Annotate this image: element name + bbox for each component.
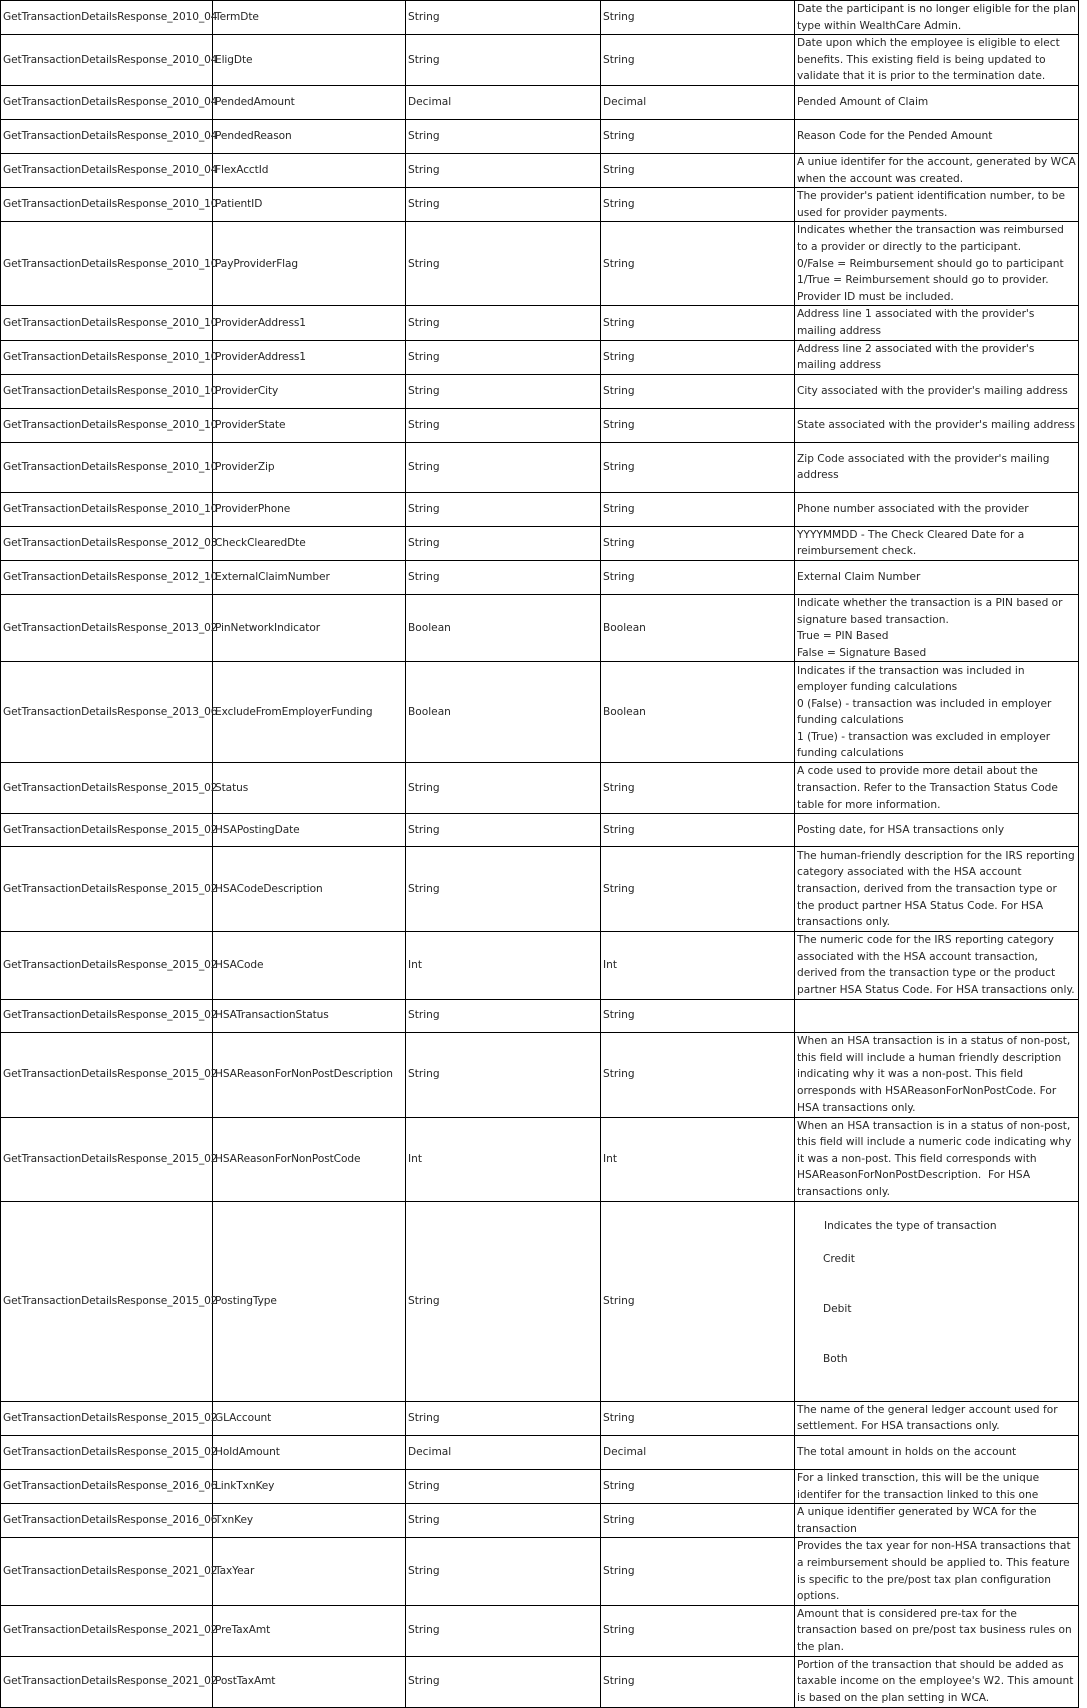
type-cell: String [601, 1538, 795, 1605]
type-cell: Decimal [406, 1435, 601, 1469]
field-name-cell: HSAReasonForNonPostDescription [213, 1032, 406, 1117]
type-cell: String [601, 1504, 795, 1538]
type-cell: Decimal [406, 85, 601, 119]
type-cell: String [406, 374, 601, 408]
field-name-cell: TermDte [213, 1, 406, 35]
table-row [1, 1435, 1079, 1469]
type-cell: Boolean [601, 594, 795, 661]
response-version-cell: GetTransactionDetailsResponse_2010_10 [1, 492, 213, 526]
field-name-cell: HSATransactionStatus [213, 999, 406, 1032]
table-row [1, 442, 1079, 492]
field-name-cell: ExcludeFromEmployerFunding [213, 662, 406, 763]
type-cell: String [406, 222, 601, 306]
posting-type-option: Debit [823, 1303, 852, 1316]
type-cell: String [601, 1201, 795, 1401]
description-cell: Reason Code for the Pended Amount [795, 119, 1079, 153]
field-name-cell: PatientID [213, 188, 406, 222]
description-cell [795, 999, 1079, 1032]
response-version-cell: GetTransactionDetailsResponse_2015_02 [1, 1201, 213, 1401]
table-row [1, 1401, 1079, 1435]
table-row [1, 847, 1079, 932]
field-name-cell: GLAccount [213, 1401, 406, 1435]
type-cell: String [406, 1032, 601, 1117]
type-cell: String [601, 1032, 795, 1117]
response-version-cell: GetTransactionDetailsResponse_2015_02 [1, 763, 213, 814]
field-name-cell: PreTaxAmt [213, 1605, 406, 1656]
description-cell: Pended Amount of Claim [795, 85, 1079, 119]
type-cell: String [601, 560, 795, 594]
table-row [1, 119, 1079, 153]
table-row [1, 492, 1079, 526]
type-cell: String [406, 492, 601, 526]
response-version-cell: GetTransactionDetailsResponse_2015_02 [1, 999, 213, 1032]
table-row [1, 662, 1079, 763]
response-version-cell: GetTransactionDetailsResponse_2010_04 [1, 153, 213, 187]
description-cell: A unique identifier generated by WCA for the transaction [795, 1504, 1079, 1538]
field-name-cell: ProviderCity [213, 374, 406, 408]
type-cell: String [406, 763, 601, 814]
field-name-cell: PendedReason [213, 119, 406, 153]
type-cell: String [601, 374, 795, 408]
type-cell: String [406, 1605, 601, 1656]
type-cell: String [601, 306, 795, 340]
field-name-cell: TaxYear [213, 1538, 406, 1605]
table-row [1, 306, 1079, 340]
description-cell: The provider's patient identification number, to be used for provider payments. [795, 188, 1079, 222]
type-cell: String [406, 306, 601, 340]
description-cell: The human-friendly description for the IRS reporting category associated with the HSA account transaction, derived from the transaction type or the product partner HSA Status Code. For HSA transactions only. [795, 847, 1079, 932]
table-row [1, 1117, 1079, 1201]
description-cell: Date the participant is no longer eligible for the plan type within WealthCare Admin. [795, 1, 1079, 35]
table-row [1, 1201, 1079, 1401]
response-version-cell: GetTransactionDetailsResponse_2021_02 [1, 1656, 213, 1707]
type-cell: Boolean [406, 594, 601, 661]
type-cell: String [406, 1201, 601, 1401]
type-cell: String [406, 1504, 601, 1538]
response-version-cell: GetTransactionDetailsResponse_2010_10 [1, 306, 213, 340]
response-version-cell: GetTransactionDetailsResponse_2012_10 [1, 560, 213, 594]
response-version-cell: GetTransactionDetailsResponse_2010_10 [1, 340, 213, 374]
description-cell: Indicate whether the transaction is a PIN based or signature based transaction. True = PIN Based False = Signature Based [795, 594, 1079, 661]
response-version-cell: GetTransactionDetailsResponse_2021_02 [1, 1605, 213, 1656]
type-cell: String [406, 814, 601, 847]
type-cell: String [601, 188, 795, 222]
response-version-cell: GetTransactionDetailsResponse_2016_06 [1, 1469, 213, 1503]
type-cell: String [601, 814, 795, 847]
description-cell: When an HSA transaction is in a status of non-post, this field will include a numeric code indicating why it was a non-post. This field corresponds with HSAReasonForNonPostDescription. For HSA transactions only. [795, 1117, 1079, 1201]
table-row [1, 374, 1079, 408]
table-row [1, 763, 1079, 814]
type-cell: Decimal [601, 1435, 795, 1469]
field-name-cell: CheckClearedDte [213, 526, 406, 560]
table-row [1, 188, 1079, 222]
description-cell: Phone number associated with the provider [795, 492, 1079, 526]
response-version-cell: GetTransactionDetailsResponse_2010_10 [1, 408, 213, 442]
description-cell: Indicates whether the transaction was reimbursed to a provider or directly to the participant. 0/False = Reimbursement should go to participant 1/True = Reimbursement should go to provider. Provider ID must be included. [795, 222, 1079, 306]
response-version-cell: GetTransactionDetailsResponse_2016_06 [1, 1504, 213, 1538]
description-cell: Posting date, for HSA transactions only [795, 814, 1079, 847]
type-cell: Boolean [406, 662, 601, 763]
table-row [1, 222, 1079, 306]
type-cell: String [601, 222, 795, 306]
description-cell: For a linked transction, this will be the unique identifer for the transaction linked to this one [795, 1469, 1079, 1503]
response-version-cell: GetTransactionDetailsResponse_2015_02 [1, 814, 213, 847]
table-row [1, 85, 1079, 119]
type-cell: String [406, 153, 601, 187]
description-cell: The numeric code for the IRS reporting category associated with the HSA account transaction, derived from the transaction type or the product partner HSA Status Code. For HSA transactions only. [795, 932, 1079, 999]
response-version-cell: GetTransactionDetailsResponse_2010_04 [1, 1, 213, 35]
description-cell: YYYYMMDD - The Check Cleared Date for a reimbursement check. [795, 526, 1079, 560]
field-name-cell: HSACodeDescription [213, 847, 406, 932]
response-version-cell: GetTransactionDetailsResponse_2010_04 [1, 35, 213, 86]
type-cell: Boolean [601, 662, 795, 763]
description-cell: Amount that is considered pre-tax for the transaction based on pre/post tax business rules on the plan. [795, 1605, 1079, 1656]
field-name-cell: PostTaxAmt [213, 1656, 406, 1707]
type-cell: String [601, 408, 795, 442]
response-version-cell: GetTransactionDetailsResponse_2021_02 [1, 1538, 213, 1605]
type-cell: String [406, 119, 601, 153]
table-row [1, 1538, 1079, 1605]
field-name-cell: HSAReasonForNonPostCode [213, 1117, 406, 1201]
type-cell: String [406, 408, 601, 442]
response-version-cell: GetTransactionDetailsResponse_2013_06 [1, 662, 213, 763]
type-cell: Int [601, 1117, 795, 1201]
type-cell: String [601, 1401, 795, 1435]
type-cell: String [601, 1656, 795, 1707]
description-cell: State associated with the provider's mailing address [795, 408, 1079, 442]
type-cell: String [601, 340, 795, 374]
type-cell: String [601, 442, 795, 492]
field-name-cell: ProviderZip [213, 442, 406, 492]
response-version-cell: GetTransactionDetailsResponse_2010_10 [1, 222, 213, 306]
field-name-cell: EligDte [213, 35, 406, 86]
table-row [1, 1, 1079, 35]
table-row [1, 999, 1079, 1032]
response-version-cell: GetTransactionDetailsResponse_2015_02 [1, 1117, 213, 1201]
table-row [1, 526, 1079, 560]
table-row [1, 1504, 1079, 1538]
type-cell: String [601, 153, 795, 187]
description-cell: When an HSA transaction is in a status of non-post, this field will include a human friendly description indicating why it was a non-post. This field orresponds with HSAReasonForNonPostCode. For HSA transactions only. [795, 1032, 1079, 1117]
type-cell: String [406, 1538, 601, 1605]
response-version-cell: GetTransactionDetailsResponse_2010_10 [1, 442, 213, 492]
type-cell: String [406, 1656, 601, 1707]
description-cell: City associated with the provider's mailing address [795, 374, 1079, 408]
type-cell: String [406, 1469, 601, 1503]
table-row [1, 932, 1079, 999]
type-cell: String [406, 526, 601, 560]
type-cell: String [601, 1469, 795, 1503]
field-name-cell: ProviderPhone [213, 492, 406, 526]
description-cell [795, 1201, 1079, 1401]
field-name-cell: Status [213, 763, 406, 814]
type-cell: String [601, 526, 795, 560]
description-cell: External Claim Number [795, 560, 1079, 594]
response-version-cell: GetTransactionDetailsResponse_2015_02 [1, 847, 213, 932]
field-name-cell: PendedAmount [213, 85, 406, 119]
type-cell: String [406, 1401, 601, 1435]
table-row [1, 1605, 1079, 1656]
response-version-cell: GetTransactionDetailsResponse_2010_10 [1, 188, 213, 222]
description-cell: Indicates if the transaction was included in employer funding calculations 0 (False) - transaction was included in employer funding calculations 1 (True) - transaction was excluded in employer funding calculations [795, 662, 1079, 763]
description-cell: A code used to provide more detail about the transaction. Refer to the Transaction Status Code table for more information. [795, 763, 1079, 814]
response-version-cell: GetTransactionDetailsResponse_2015_02 [1, 1401, 213, 1435]
type-cell: Int [406, 1117, 601, 1201]
type-cell: String [601, 999, 795, 1032]
type-cell: String [601, 1, 795, 35]
posting-type-option: Credit [823, 1253, 855, 1266]
description-cell: Zip Code associated with the provider's mailing address [795, 442, 1079, 492]
table-row [1, 1032, 1079, 1117]
posting-type-option: Both [823, 1353, 848, 1365]
table-row [1, 1656, 1079, 1707]
field-name-cell: ProviderState [213, 408, 406, 442]
description-cell: Address line 1 associated with the provider's mailing address [795, 306, 1079, 340]
response-version-cell: GetTransactionDetailsResponse_2010_04 [1, 85, 213, 119]
type-cell: String [406, 340, 601, 374]
field-name-cell: TxnKey [213, 1504, 406, 1538]
field-name-cell: HSAPostingDate [213, 814, 406, 847]
field-name-cell: PostingType [213, 1201, 406, 1401]
table-body [1, 1, 1079, 1708]
type-cell: String [406, 999, 601, 1032]
type-cell: Int [601, 932, 795, 999]
response-version-cell: GetTransactionDetailsResponse_2010_04 [1, 119, 213, 153]
type-cell: String [601, 492, 795, 526]
type-cell: String [406, 188, 601, 222]
type-cell: String [406, 35, 601, 86]
type-cell: String [601, 119, 795, 153]
description-cell: Address line 2 associated with the provider's mailing address [795, 340, 1079, 374]
table-row [1, 153, 1079, 187]
table-row [1, 1469, 1079, 1503]
description-cell: The total amount in holds on the account [795, 1435, 1079, 1469]
field-name-cell: HoldAmount [213, 1435, 406, 1469]
description-cell: Portion of the transaction that should be added as taxable income on the employee's W2. This amount is based on the plan setting in WCA. [795, 1656, 1079, 1707]
type-cell: Decimal [601, 85, 795, 119]
field-name-cell: ProviderAddress1 [213, 340, 406, 374]
type-cell: Int [406, 932, 601, 999]
type-cell: String [406, 847, 601, 932]
table-row [1, 814, 1079, 847]
type-cell: String [601, 763, 795, 814]
field-name-cell: ExternalClaimNumber [213, 560, 406, 594]
field-name-cell: FlexAcctId [213, 153, 406, 187]
description-cell: A uniue identifer for the account, generated by WCA when the account was created. [795, 153, 1079, 187]
response-version-cell: GetTransactionDetailsResponse_2015_02 [1, 1032, 213, 1117]
description-cell: Date upon which the employee is eligible to elect benefits. This existing field is being updated to validate that it is prior to the termination date. [795, 35, 1079, 86]
table-row [1, 35, 1079, 86]
table-row [1, 560, 1079, 594]
description-cell: Provides the tax year for non-HSA transactions that a reimbursement should be applied to. This feature is specific to the pre/post tax plan configuration options. [795, 1538, 1079, 1605]
response-version-cell: GetTransactionDetailsResponse_2013_02 [1, 594, 213, 661]
field-name-cell: PinNetworkIndicator [213, 594, 406, 661]
type-cell: String [601, 1605, 795, 1656]
description-text: Indicates the type of transaction [823, 1220, 997, 1233]
type-cell: String [406, 1, 601, 35]
response-version-cell: GetTransactionDetailsResponse_2012_03 [1, 526, 213, 560]
table-row [1, 594, 1079, 661]
field-name-cell: LinkTxnKey [213, 1469, 406, 1503]
field-name-cell: ProviderAddress1 [213, 306, 406, 340]
type-cell: String [406, 442, 601, 492]
description-cell: The name of the general ledger account used for settlement. For HSA transactions only. [795, 1401, 1079, 1435]
field-name-cell: HSACode [213, 932, 406, 999]
response-version-cell: GetTransactionDetailsResponse_2015_02 [1, 932, 213, 999]
response-version-cell: GetTransactionDetailsResponse_2010_10 [1, 374, 213, 408]
response-version-cell: GetTransactionDetailsResponse_2015_02 [1, 1435, 213, 1469]
table-row [1, 340, 1079, 374]
type-cell: String [406, 560, 601, 594]
type-cell: String [601, 847, 795, 932]
field-name-cell: PayProviderFlag [213, 222, 406, 306]
type-cell: String [601, 35, 795, 86]
table-row [1, 408, 1079, 442]
